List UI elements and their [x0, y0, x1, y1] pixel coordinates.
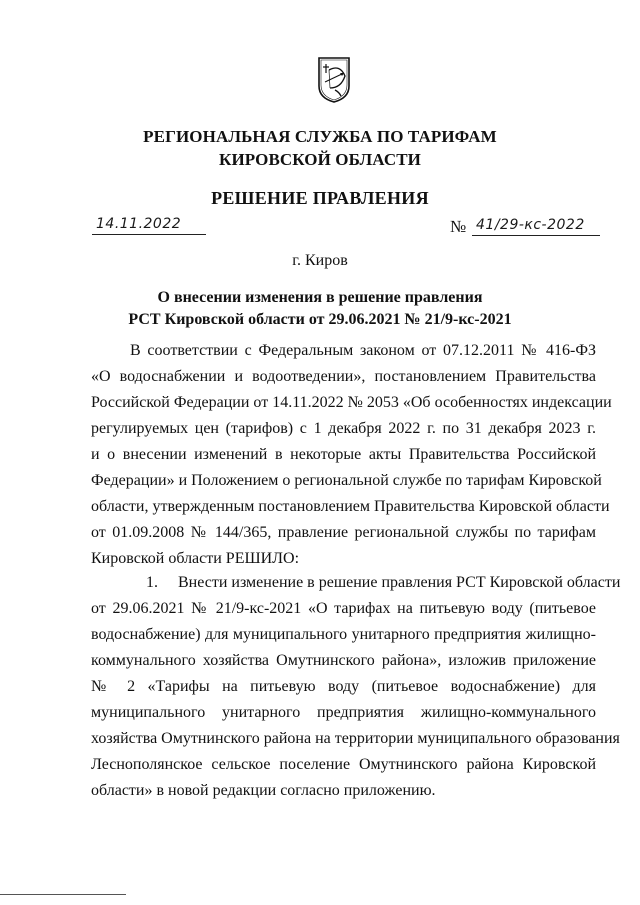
paragraph-line: водоснабжение) для муниципального унитарного предприятия жилищно- — [91, 626, 596, 643]
paragraph-line: коммунального хозяйства Омутнинского района», изложив приложение — [91, 652, 596, 669]
paragraph-line: Федерации» и Положением о региональной службе по тарифам Кировской — [91, 472, 602, 489]
paragraph-line: Российской Федерации от 14.11.2022 № 2053 «Об особенностях индексации — [91, 394, 612, 411]
paragraph-line: «О водоснабжении и водоотведении», постановлением Правительства — [91, 368, 596, 385]
paragraph-line: и о внесении изменений в некоторые акты Правительства Российской — [91, 446, 596, 463]
preamble-paragraph — [91, 338, 612, 572]
organization-name-line1: РЕГИОНАЛЬНАЯ СЛУЖБА ПО ТАРИФАМ — [143, 127, 497, 146]
document-number-value: 41/29-кс-2022 — [476, 217, 585, 233]
document-type-title: РЕШЕНИЕ ПРАВЛЕНИЯ — [211, 188, 429, 208]
paragraph-line: № 2 «Тарифы на питьевую воду (питьевое водоснабжение) для — [91, 678, 596, 695]
subject-line-2: РСТ Кировской области от 29.06.2021 № 21/9-кс-2021 — [128, 311, 512, 328]
paragraph-line: Леснополянское сельское поселение Омутнинского района Кировской — [91, 756, 596, 773]
organization-name-line2: КИРОВСКОЙ ОБЛАСТИ — [219, 150, 421, 169]
paragraph-line: хозяйства Омутнинского района на территории муниципального образования — [91, 730, 620, 747]
date-field — [92, 212, 206, 235]
paragraph-line — [91, 570, 621, 596]
paragraph-line: регулируемых цен (тарифов) с 1 декабря 2022 г. по 31 декабря 2023 г. — [91, 420, 596, 437]
paragraph-line: области, утвержденным постановлением Правительства Кировской области — [91, 498, 610, 515]
paragraph-line: от 29.06.2021 № 21/9-кс-2021 «О тарифах на питьевую воду (питьевое — [91, 600, 596, 617]
item-first-line-text: Внести изменение в решение правления РСТ Кировской области — [178, 574, 621, 591]
paragraph-line: Кировской области РЕШИЛО: — [91, 550, 300, 567]
footer-divider — [0, 894, 126, 895]
subject-line-1: О внесении изменения в решение правления — [157, 289, 483, 306]
paragraph-line: муниципального унитарного предприятия жилищно-коммунального — [91, 704, 596, 721]
kirov-coat-of-arms-icon — [317, 56, 351, 104]
paragraph-line: В соответствии с Федеральным законом от 07.12.2011 № 416-ФЗ — [130, 342, 596, 359]
item-number: 1. — [146, 574, 158, 591]
document-number-field — [450, 216, 600, 236]
number-underline — [472, 216, 600, 236]
item-1-paragraph — [91, 570, 621, 804]
paragraph-line: области» в новой редакции согласно приложению. — [91, 782, 436, 799]
date-value: 14.11.2022 — [96, 216, 182, 232]
city-label: г. Киров — [292, 252, 348, 269]
number-sign: № — [450, 217, 467, 236]
paragraph-line: от 01.09.2008 № 144/365, правление региональной службы по тарифам — [91, 524, 596, 541]
